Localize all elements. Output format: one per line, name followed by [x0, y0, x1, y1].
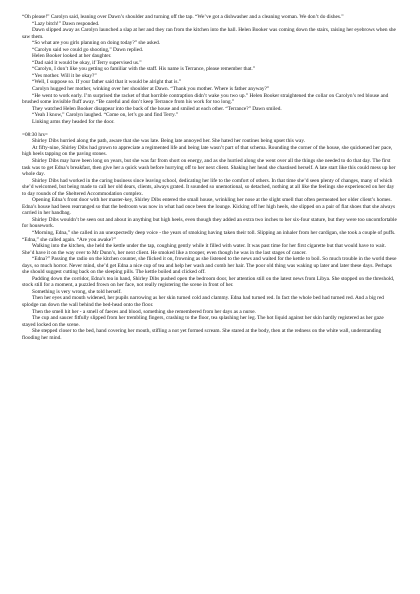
paragraph: “Carolyn, I don’t like you getting so familiar with the staff. His name is Terrance, please remember that.” [32, 66, 256, 73]
paragraph: They watched Helen Booker disappear into the back of the house and smiled at each other. “Terrance?” Dawn smiled. [32, 105, 282, 112]
paragraph: Then her eyes and mouth widened, her pupils narrowing as her skin turned cold and clammy. Edna had turned red. In fact the whole bed had turned red. And a big red splodge ran down the wall behind the bed-head onto the floor. [22, 295, 384, 309]
paragraph: “So what are you girls planning on doing today?” she asked. [32, 40, 161, 47]
paragraph: Helen Booker looked at her daughter. [32, 53, 112, 60]
paragraph: “Well, I suppose so. If your father said that it would be alright that is.” [32, 79, 182, 86]
paragraph: Linking arms they headed for the door. [32, 118, 115, 125]
paragraph: “Morning, Edna,” she called in an unexpectedly deep voice - the years of smoking having taken their toll. Slipping an inhaler from her cardigan, she took a couple of puffs. “Edna,” she called again. “Are you awake?” [22, 230, 396, 243]
paragraph: Opening Edna’s front door with her master-key, Shirley Dibs entered the small house, wrinkling her nose at the slight smell that often permeated her older client’s homes. Edna’s house had been rearranged so that the bedroom was now in what had once been the lounge. Kicking off her high heels, she slipped on a pair of flat shoes that she always carried in her handbag. [22, 197, 396, 217]
paragraph: “Carolyn said we could go shooting,” Dawn replied. [32, 46, 144, 53]
paragraph: Padding down the corridor, Edna’s tea in hand, Shirley Dibs pushed open the bedroom door, her attention still on the latest news from Libya. She stopped on the threshold, stock still for a moment, a puzzled frown on her face, not really registering the scene in front of her. [22, 275, 395, 289]
paragraph: Carolyn hugged her mother, winking over her shoulder at Dawn. “Thank you mother. Where is father anyway?” [32, 86, 270, 93]
paragraph: “Yes mother. Will it be okay?” [32, 72, 97, 79]
paragraph: The cup and saucer fitfully slipped from her trembling fingers, crashing to the floor, tea splashing her leg. The hot liquid against her skin hardly registered as her gaze stayed locked on the scene. [22, 315, 384, 328]
time-marker: =08:30 hrs= [22, 131, 48, 138]
paragraph: “Edna?” Passing the radio on the kitchen counter, she flicked it on, frowning as she listened to the news and waited for the kettle to boil. So much trouble in the world these days, so much horror. Never mind, she’d get Edna a nice cup of tea and help her wash and comb her hair. The poor old thing was waking up later and later these days. Perhaps she should suggest cutting back on the sleeping pills. The kettle boiled and clicked off. [22, 256, 397, 276]
paragraph: “Oh please!” Carolyn said, leaning over Dawn’s shoulder and turning off the tap. “We’ve got a dishwasher and a cleaning woman. We don’t do dishes.” [22, 14, 344, 20]
story-section-2 [22, 138, 398, 341]
paragraph: Shirley Dibs may have been long on years, but she was far from short on energy, and as she hurried along she went over all the things she needed to do that day. The first task was to get Edna’s breakfast, then give her a quick wash before hurrying off to her next client. Shaking her head she chastised herself. A late start like this could mess up her whole day. [22, 157, 396, 178]
paragraph: At fifty-nine, Shirley Dibs had grown to appreciate a regimented life and being late wasn’t part of that schema. Rounding the corner of the house, she quickened her pace, high heels tapping on the paving stones. [22, 144, 393, 158]
paragraph: “Dad said it would be okay, if Terry supervised us.” [32, 59, 142, 66]
paragraph: “Lazy bitch!” Dawn responded. [32, 20, 100, 27]
paragraph: Shirley Dibs wouldn’t be seen out and about in anything but high heels, even though they added an extra two inches to her six-four stature, but they were too uncomfortable for housework. [22, 216, 397, 230]
paragraph: “He went to work early. I’m surprised the racket of that horrible contraption didn’t wake you two up.” Helen Booker straightened the collar on Carolyn’s red blouse and brushed some invisible fluff away. “Be careful and don’t keep Terrance from his work for too long.” [22, 92, 389, 106]
paragraph: “Yeah I know,” Carolyn laughed. “Come on, let’s go and find Terry.” [32, 112, 179, 119]
paragraph: Dawn slipped away as Carolyn launched a slap at her and they ran from the kitchen into the hall. Helen Booker was coming down the stairs, raising her eyebrows when she saw them. [22, 27, 396, 40]
paragraph: She stepped closer to the bed, hand covering her mouth, stifling a not yet formed scream. She stared at the body, then at the redness on the white wall, understanding flooding her mind. [22, 328, 382, 341]
paragraph: Walking into the kitchen, she held the kettle under the tap, coughing gently while it filled with water. It was past time for her first cigarette but that would have to wait. She’d have it on the way over to Mr Dunn’s, her next client. He smoked like a trooper, even though he was in the last stages of cancer. [22, 243, 386, 256]
paragraph: Shirley Dibs hurried along the path, aware that she was late. Being late annoyed her. She hated her routines being upset this way. [32, 138, 305, 145]
story-section-1 [22, 14, 398, 125]
paragraph: Then the smell hit her - a smell of faeces and blood, something she remembered from her days as a nurse. [32, 308, 256, 315]
paragraph: Shirley Dibs had worked in the caring business since leaving school, dedicating her life to the comfort of others. In that time she’d seen plenty of changes, many of which she’d welcomed, but being made to call her old dears, clients, always grated. It sounded so unemotional, so detached, nothing at all like the feelings she experienced on her day to day rounds of the Sheltered Accommodation complex. [22, 177, 395, 197]
paragraph: Something is very wrong, she told herself. [32, 288, 122, 295]
